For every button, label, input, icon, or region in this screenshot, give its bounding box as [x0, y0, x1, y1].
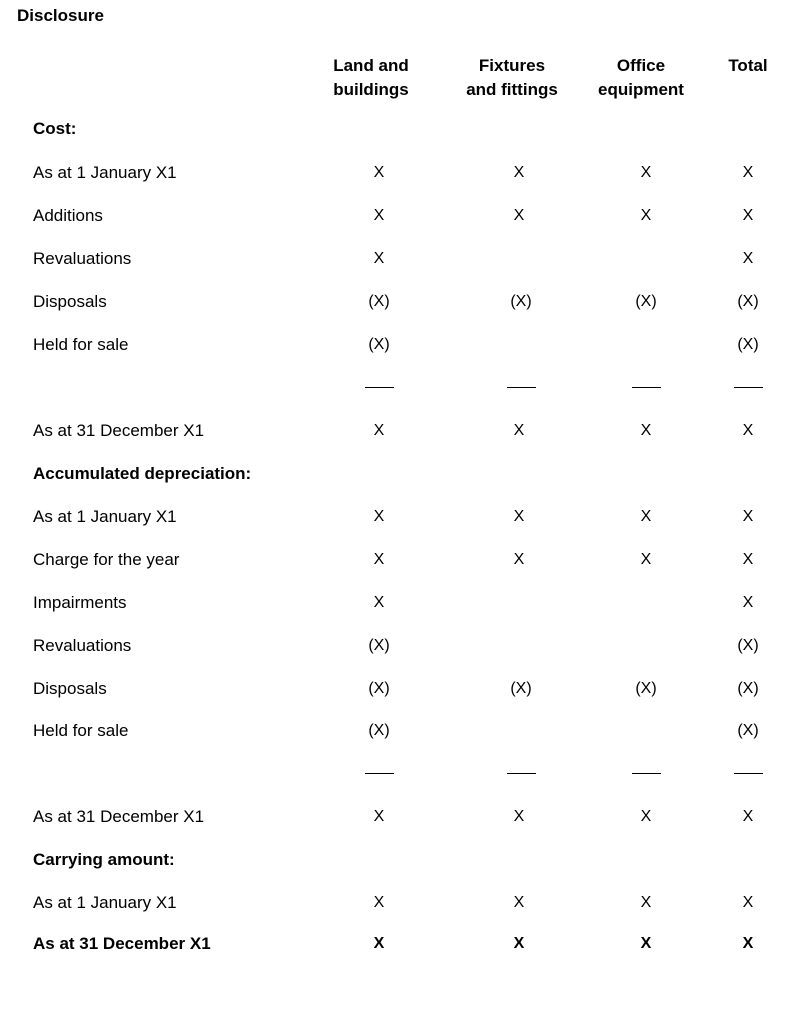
column-header-line: buildings [333, 80, 409, 99]
row-label: Held for sale [33, 335, 129, 354]
cell-fixtures-and-fittings: X [513, 508, 525, 525]
cell-total: X [742, 422, 754, 439]
cell-total: (X) [737, 722, 759, 739]
cell-office-equipment: X [640, 207, 652, 224]
cell-total: (X) [737, 293, 759, 310]
row-label: Carrying amount: [33, 850, 175, 869]
subtotal-rule [507, 387, 536, 388]
cell-fixtures-and-fittings: X [513, 894, 525, 911]
cell-land-and-buildings: (X) [368, 722, 390, 739]
cell-land-and-buildings: X [373, 594, 385, 611]
table-row [0, 333, 809, 357]
cell-land-and-buildings: (X) [368, 637, 390, 654]
cell-total: X [742, 935, 754, 952]
cell-total: (X) [737, 336, 759, 353]
cell-office-equipment: (X) [635, 680, 657, 697]
row-label: As at 1 January X1 [33, 507, 177, 526]
table-row [0, 805, 809, 829]
cell-total: X [742, 551, 754, 568]
cell-total: X [742, 250, 754, 267]
cell-total: X [742, 808, 754, 825]
cell-land-and-buildings: (X) [368, 336, 390, 353]
subtotal-rule [365, 773, 394, 774]
section-heading-cost [0, 117, 809, 141]
row-label: Held for sale [33, 721, 129, 740]
table-row [0, 719, 809, 743]
cell-land-and-buildings: X [373, 207, 385, 224]
cell-land-and-buildings: X [373, 808, 385, 825]
section-heading-carrying-amount [0, 848, 809, 872]
row-label: Cost: [33, 119, 77, 138]
section-heading-accumulated-depreciation [0, 462, 809, 486]
cell-office-equipment: X [640, 935, 652, 952]
cell-fixtures-and-fittings: (X) [510, 680, 532, 697]
row-label: Disposals [33, 292, 107, 311]
cell-total: X [742, 508, 754, 525]
column-header-line: Fixtures [478, 56, 546, 75]
table-row-total [0, 932, 809, 956]
row-label: As at 31 December X1 [33, 807, 205, 826]
cell-fixtures-and-fittings: X [513, 551, 525, 568]
row-label: Additions [33, 206, 103, 225]
cell-office-equipment: X [640, 894, 652, 911]
column-header-line: Office [616, 56, 666, 75]
row-label: As at 1 January X1 [33, 893, 177, 912]
cell-land-and-buildings: X [373, 164, 385, 181]
row-label: Charge for the year [33, 550, 180, 569]
column-header-land-and-buildings [306, 54, 436, 102]
subtotal-rule-row [0, 762, 809, 786]
table-row [0, 634, 809, 658]
cell-land-and-buildings: X [373, 935, 385, 952]
cell-total: X [742, 594, 754, 611]
cell-total: X [742, 164, 754, 181]
row-label: Disposals [33, 679, 107, 698]
cell-land-and-buildings: (X) [368, 680, 390, 697]
page-title: Disclosure [17, 6, 104, 25]
subtotal-rule [632, 387, 661, 388]
column-header-line: equipment [598, 80, 684, 99]
cell-total: X [742, 207, 754, 224]
row-label: As at 1 January X1 [33, 163, 177, 182]
cell-office-equipment: (X) [635, 293, 657, 310]
table-row [0, 161, 809, 185]
cell-land-and-buildings: X [373, 551, 385, 568]
cell-fixtures-and-fittings: (X) [510, 293, 532, 310]
cell-fixtures-and-fittings: X [513, 164, 525, 181]
cell-land-and-buildings: X [373, 250, 385, 267]
row-label: Accumulated depreciation: [33, 464, 252, 483]
subtotal-rule [632, 773, 661, 774]
cell-office-equipment: X [640, 551, 652, 568]
table-row [0, 290, 809, 314]
cell-total: (X) [737, 680, 759, 697]
cell-office-equipment: X [640, 808, 652, 825]
table-row [0, 677, 809, 701]
table-row [0, 505, 809, 529]
subtotal-rule [734, 387, 763, 388]
table-row [0, 548, 809, 572]
table-row [0, 891, 809, 915]
cell-land-and-buildings: X [373, 422, 385, 439]
row-label: As at 31 December X1 [33, 934, 211, 953]
row-label: Revaluations [33, 249, 132, 268]
cell-office-equipment: X [640, 508, 652, 525]
column-header-total [683, 54, 809, 78]
column-header-line: and fittings [466, 80, 558, 99]
cell-fixtures-and-fittings: X [513, 207, 525, 224]
cell-fixtures-and-fittings: X [513, 935, 525, 952]
table-row [0, 204, 809, 228]
column-header-line: Total [728, 56, 768, 75]
table-row [0, 591, 809, 615]
column-header-fixtures-and-fittings [447, 54, 577, 102]
column-header-line: Land and [333, 56, 409, 75]
subtotal-rule [365, 387, 394, 388]
table-row [0, 419, 809, 443]
cell-total: X [742, 894, 754, 911]
cell-land-and-buildings: X [373, 508, 385, 525]
table-row [0, 247, 809, 271]
subtotal-rule [734, 773, 763, 774]
cell-land-and-buildings: X [373, 894, 385, 911]
cell-fixtures-and-fittings: X [513, 422, 525, 439]
row-label: Impairments [33, 593, 127, 612]
subtotal-rule [507, 773, 536, 774]
cell-fixtures-and-fittings: X [513, 808, 525, 825]
subtotal-rule-row [0, 376, 809, 400]
cell-total: (X) [737, 637, 759, 654]
row-label: Revaluations [33, 636, 132, 655]
row-label: As at 31 December X1 [33, 421, 205, 440]
cell-land-and-buildings: (X) [368, 293, 390, 310]
cell-office-equipment: X [640, 422, 652, 439]
cell-office-equipment: X [640, 164, 652, 181]
